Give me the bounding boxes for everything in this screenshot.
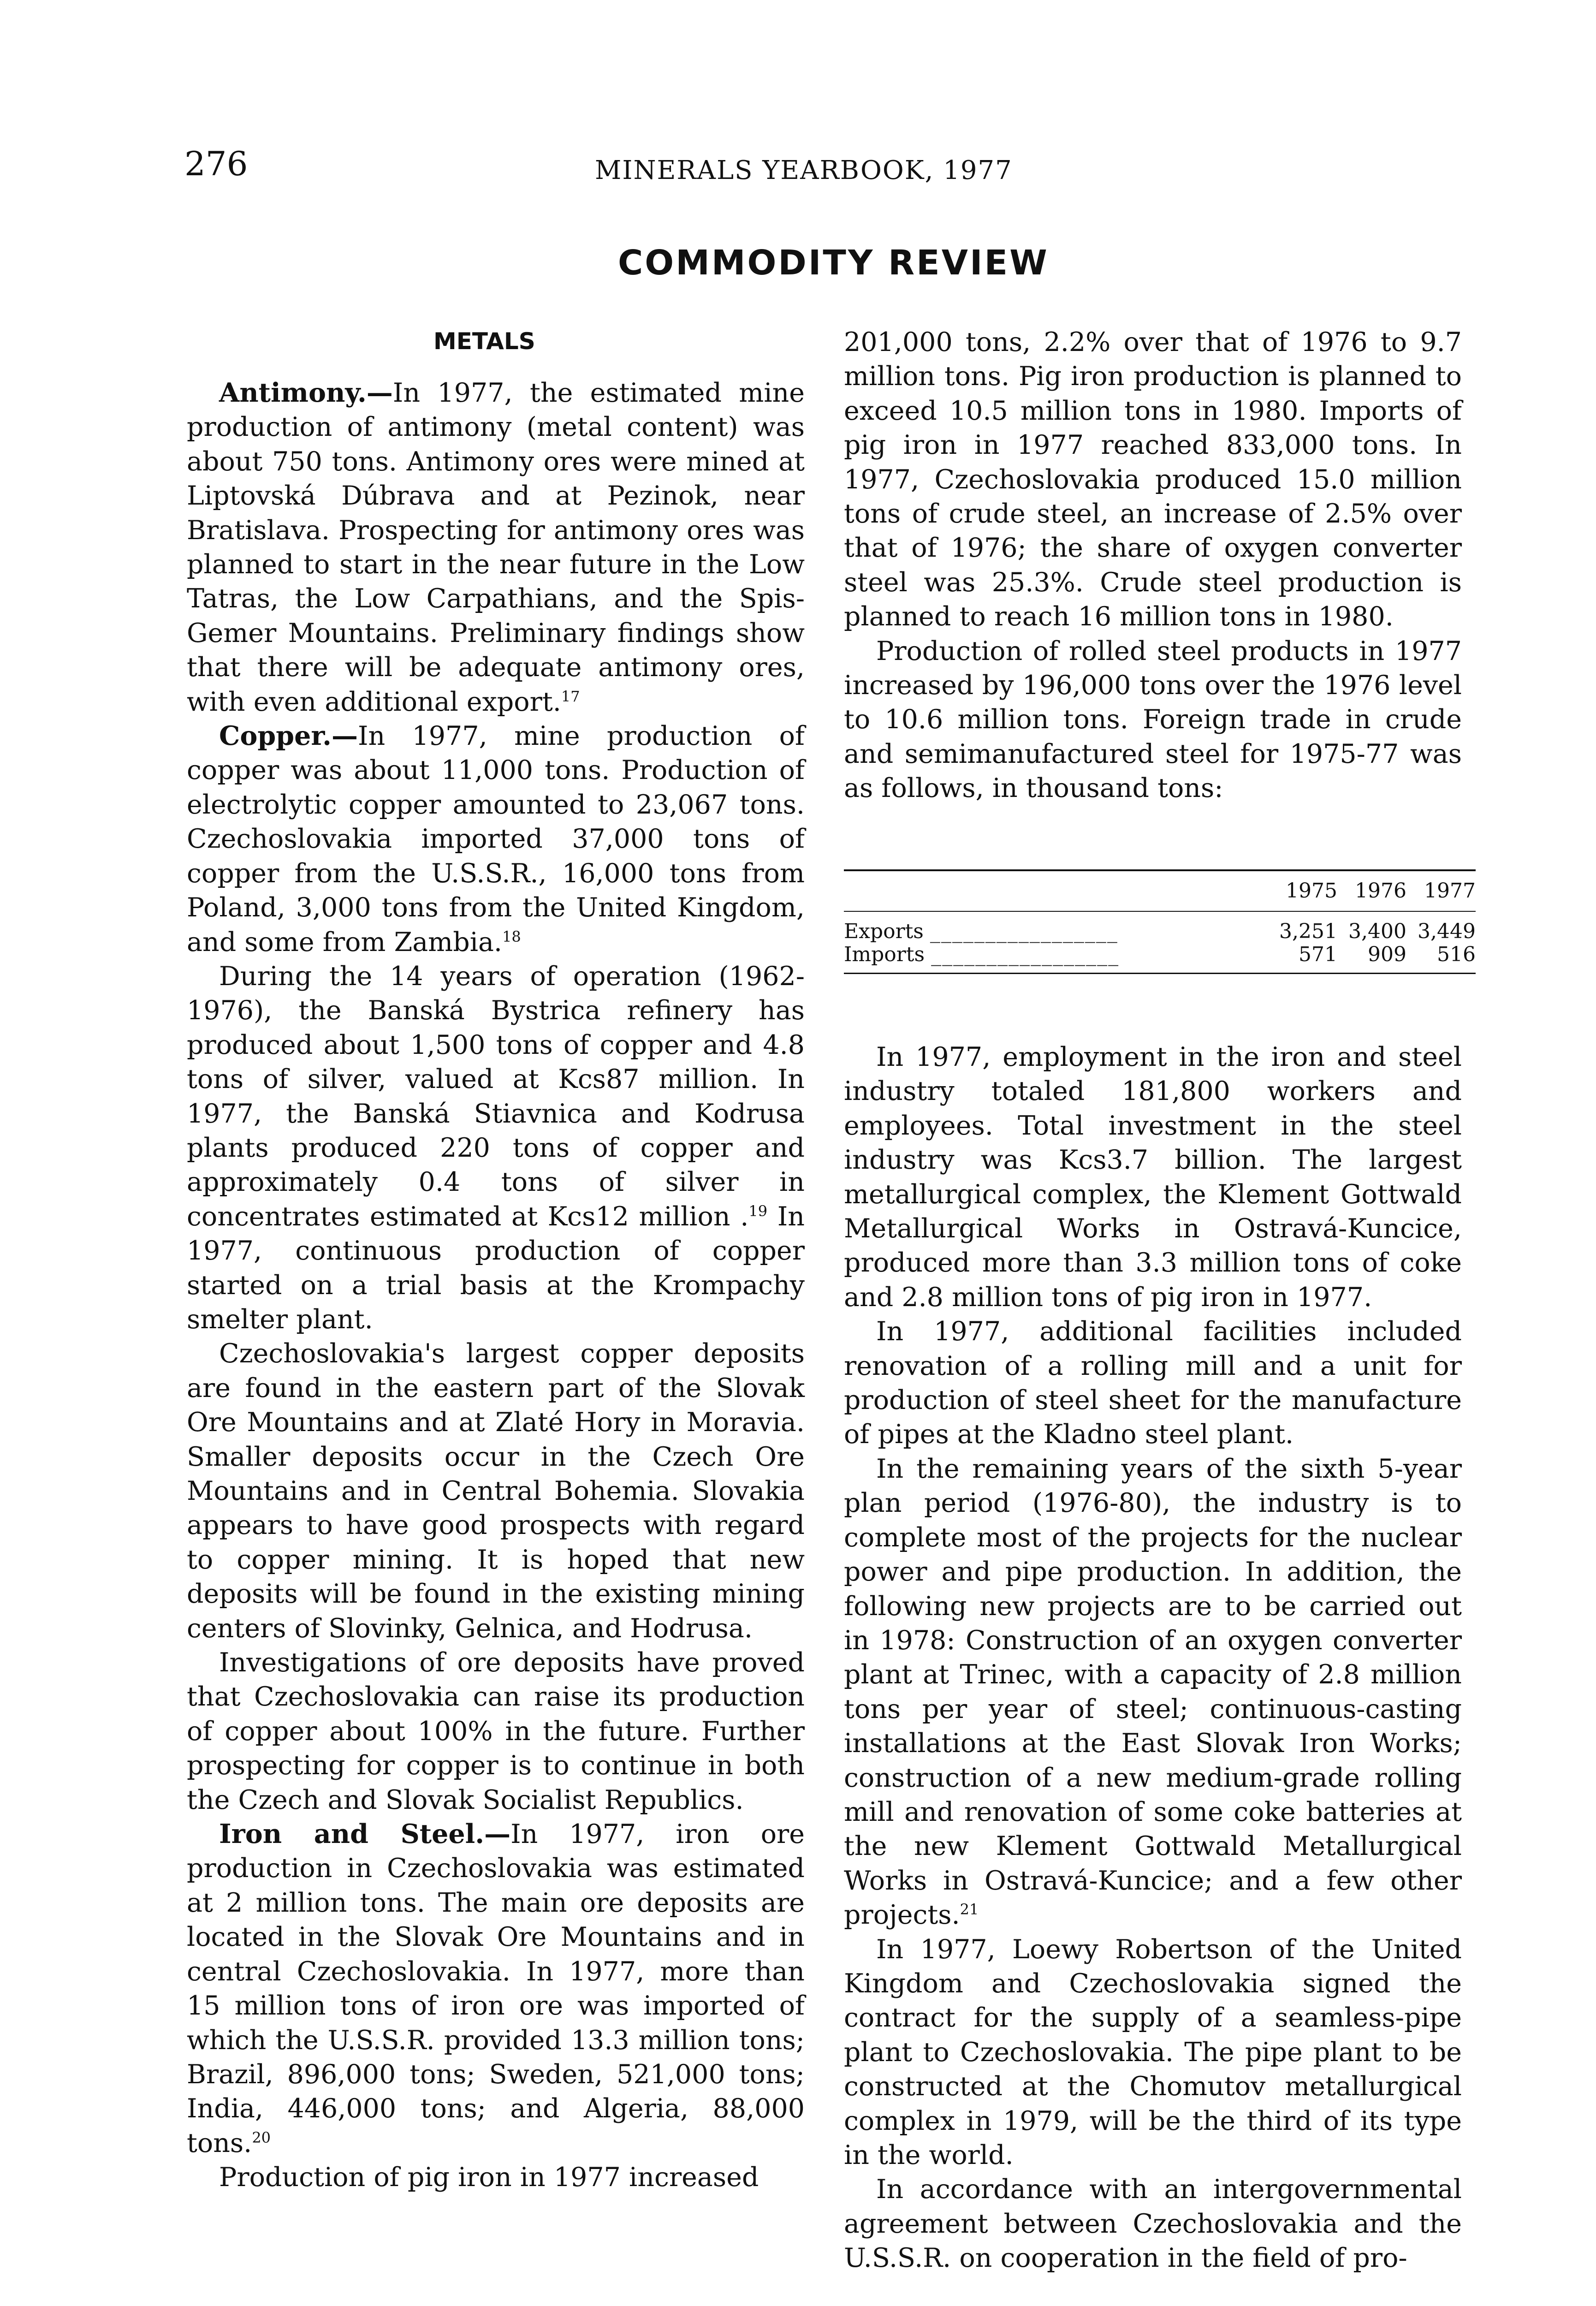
copper-p2-tail: In 1977, continuous production of copper started on a trial basis at the Krompachy smelter plant. xyxy=(187,1201,805,1335)
table-row-label xyxy=(844,943,1268,966)
footnote-ref-17: 17 xyxy=(561,687,580,705)
paragraph-employment: In 1977, employment in the iron and steel industry totaled 181,800 workers and employees. Total investment in the steel industry was Kcs3.7 billion. The largest metallurgical complex, the Klement Gottwald Metallurgical Works in Ostravá-Kuncice, produced more than 3.3 million tons of coke and 2.8 million tons of pig iron in 1977. xyxy=(844,1042,1462,1313)
steel-trade-table xyxy=(844,869,1476,974)
footnote-ref-19: 19 xyxy=(748,1202,768,1220)
row-label-imports: Imports xyxy=(844,943,925,966)
paragraph-pig-iron-cont: 201,000 tons, 2.2% over that of 1976 to 9.7 million tons. Pig iron production is planned to exceed 10.5 million tons in 1980. Imports of pig iron in 1977 reached 833,000 tons. In 1977, Czechoslovakia produced 15.0 million tons of crude steel, an increase of 2.5% over that of 1976; the share of oxygen converter steel was 25.3%. Crude steel production is planned to reach 16 million tons in 1980. xyxy=(844,327,1462,632)
row-label-exports: Exports xyxy=(844,920,924,943)
paragraph-loewy-robertson: In 1977, Loewy Robertson of the United Kingdom and Czechoslovakia signed the contract for the supply of a seamless-pipe plant to Czechoslovakia. The pipe plant to be constructed at the Chomutov metallurgical complex in 1979, will be the third of its type in the world. xyxy=(844,1934,1462,2170)
plan-text: In the remaining years of the sixth 5-year plan period (1976-80), the industry is to complete most of the projects for the nuclear power and pipe production. In addition, the following new projects are to be carried out in 1978: Construction of an oxygen converter plant at Trinec, with a capacity of 2.8 million tons per year of steel; continuous-casting installations at the East Slovak Iron Works; construction of a new medium-grade rolling mill and renovation of some coke batteries at the new Klement Gottwald Metallurgical Works in Ostravá-Kuncice; and a few other projects. xyxy=(844,1453,1462,1931)
paragraph-facilities: In 1977, additional facilities included renovation of a rolling mill and a unit for production of steel sheet for the manufacture of pipes at the Kladno steel plant. xyxy=(844,1316,1462,1450)
table-cell: 3,400 xyxy=(1348,920,1406,943)
table-cell: 571 xyxy=(1299,943,1337,966)
table-header-1975: 1975 xyxy=(1286,879,1337,903)
running-head: MINERALS YEARBOOK, 1977 xyxy=(595,155,1013,185)
row-leader: _________________ xyxy=(931,943,1120,966)
copper-p2-text: During the 14 years of operation (1962-1976), the Banská Bystrica refinery has produced about 1,500 tons of copper and 4.8 tons of silver, valued at Kcs87 million. In 1977, the Banská Stiavnica and Kodrusa plants produced 220 tons of copper and approximately 0.4 tons of silver in concentrates estimated at Kcs12 million . xyxy=(187,961,805,1232)
table-header-1976: 1976 xyxy=(1355,879,1406,903)
table-rule-bottom xyxy=(844,973,1476,974)
paragraph-pig-iron: Production of pig iron in 1977 increased xyxy=(219,2162,759,2193)
paragraph-copper-deposits: Czechoslovakia's largest copper deposits are found in the eastern part of the Slovak Ore Mountains and at Zlaté Hory in Moravia. Smaller deposits occur in the Czech Ore Mountains and in Central Bohemia. Slovakia appears to have good prospects with regard to copper mining. It is hoped that new deposits will be found in the existing mining centers of Slovinky, Gelnica, and Hodrusa. xyxy=(187,1338,805,1644)
paragraph-iron-steel xyxy=(187,1817,805,2160)
right-column-top xyxy=(844,325,1462,806)
table-cell: 3,449 xyxy=(1418,920,1476,943)
left-column xyxy=(187,376,805,2195)
paragraph-copper xyxy=(187,719,805,959)
runin-copper: Copper.— xyxy=(219,720,358,752)
paragraph-rolled-steel: Production of rolled steel products in 1977 increased by 196,000 tons over the 1976 level to 10.6 million tons. Foreign trade in crude and semimanufactured steel for 1975-77 was as follows, in thousand tons: xyxy=(844,636,1462,804)
subsection-heading-metals: METALS xyxy=(433,328,535,355)
paragraph-copper-refinery xyxy=(187,959,805,1337)
footnote-ref-20: 20 xyxy=(252,2128,271,2146)
copper-text: In 1977, mine production of copper was about 11,000 tons. Production of electrolytic copper amounted to 23,067 tons. Czechoslovakia imported 37,000 tons of copper from the U.S.S.R., 16,000 tons from Poland, 3,000 tons from the United Kingdom, and some from Zambia. xyxy=(187,721,805,957)
table-cell: 516 xyxy=(1437,943,1476,966)
table-header-row xyxy=(844,871,1476,911)
table-row-label xyxy=(844,920,1268,943)
footnote-ref-21: 21 xyxy=(960,1901,979,1919)
table-header-1977: 1977 xyxy=(1424,879,1476,903)
paragraph-antimony xyxy=(187,376,805,719)
paragraph-copper-investigations: Investigations of ore deposits have proved that Czechoslovakia can raise its production of copper about 100% in the future. Further prospecting for copper is to continue in both the Czech and Slovak Socialist Republics. xyxy=(187,1647,805,1815)
runin-antimony: Antimony.— xyxy=(219,377,393,408)
row-leader: _________________ xyxy=(930,920,1118,943)
paragraph-five-year-plan xyxy=(844,1452,1462,1932)
paragraph-agreement: In accordance with an intergovernmental agreement between Czechoslovakia and the U.S.S.R. on cooperation in the field of pro- xyxy=(844,2174,1462,2274)
footnote-ref-18: 18 xyxy=(502,927,521,945)
antimony-text: In 1977, the estimated mine production of antimony (metal content) was about 750 tons. Antimony ores were mined at Liptovská Dúbrava and at Pezinok, near Bratislava. Prospecting for antimony ores was planned to start in the near future in the Low Tatras, the Low Carpathians, and the Spis-Gemer Mountains. Preliminary findings show that there will be adequate antimony ores, with even additional export. xyxy=(187,378,805,717)
runin-iron-steel: Iron and Steel.— xyxy=(219,1819,511,1850)
table-row-imports xyxy=(844,943,1476,973)
iron-text: In 1977, iron ore production in Czechoslovakia was estimated at 2 million tons. The main ore deposits are located in the Slovak Ore Mountains and in central Czechoslovakia. In 1977, more than 15 million tons of iron ore was imported of which the U.S.S.R. provided 13.3 million tons; Brazil, 896,000 tons; Sweden, 521,000 tons; India, 446,000 tons; and Algeria, 88,000 tons. xyxy=(187,1819,805,2158)
table-header-blank xyxy=(844,880,1268,903)
page-number: 276 xyxy=(184,144,248,183)
right-column-bottom xyxy=(844,1040,1462,2276)
table-cell: 909 xyxy=(1368,943,1406,966)
table-cell: 3,251 xyxy=(1279,920,1337,943)
table-row-exports xyxy=(844,912,1476,943)
section-title: COMMODITY REVIEW xyxy=(618,243,1049,283)
